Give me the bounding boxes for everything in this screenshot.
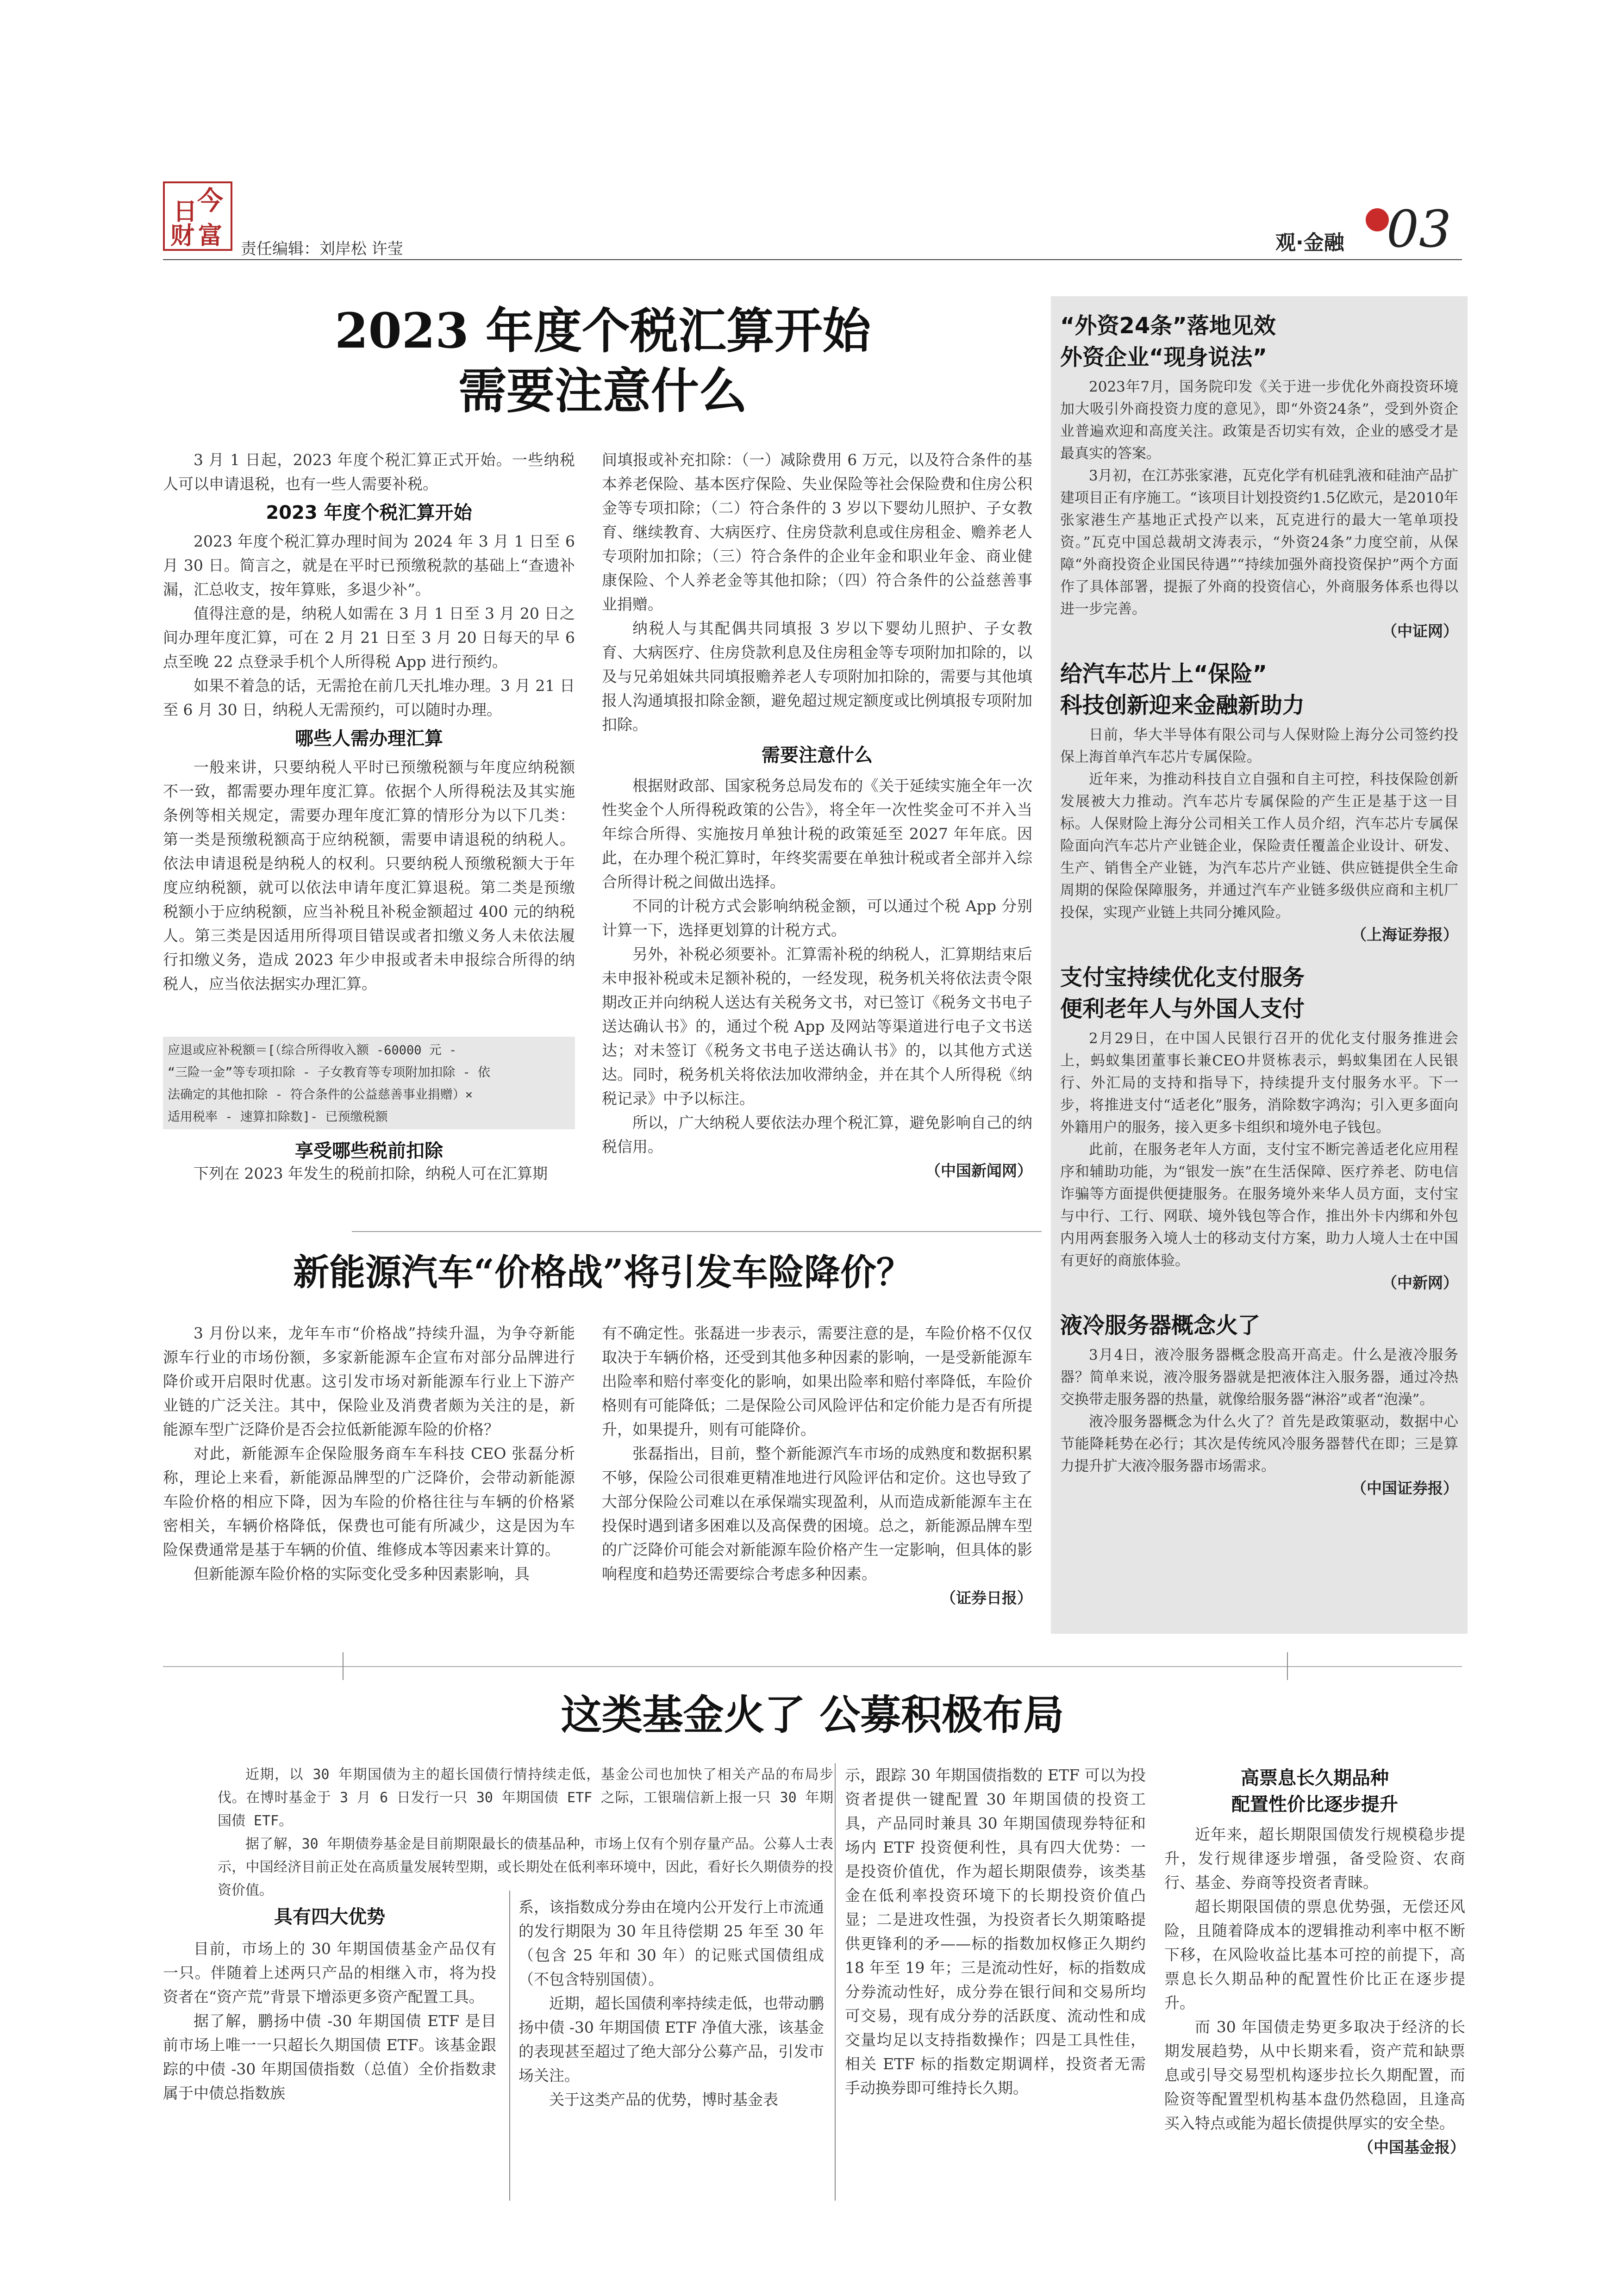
section-label: 观·金融: [1275, 231, 1344, 255]
subheading: 2023 年度个税汇算开始: [266, 502, 472, 523]
paragraph: 近年来，超长期限国债发行规模稳步提升，发行规律逐步增强，备受险资、农商行、基金、券商等投资者青睐。: [1164, 1825, 1465, 1892]
paragraph: 液冷服务器概念为什么火了？首先是政策驱动，数据中心节能降耗势在必行；其次是传统风冷服务器替代在即；三是算力提升扩大液冷服务器市场需求。: [1060, 1413, 1458, 1475]
paragraph: 而 30 年国债走势更多取决于经济的长期发展趋势，从中长期来看，资产荒和缺票息或引导交易型机构逐步拉长久期配置，而险资等配置型机构基本盘仍然稳固，且逢高买入特点或能为超长债提供厚实的安全垫。: [1164, 2018, 1465, 2132]
sidebar-headline: 支付宝持续优化支付服务: [1060, 964, 1305, 990]
divider: [352, 1231, 1042, 1232]
divider: [343, 1652, 344, 1680]
page-number: 03: [1387, 199, 1451, 259]
paragraph: 目前，市场上的 30 年期国债基金产品仅有一只。伴随着上述两只产品的相继入市，将为投资者在“资产荒”背景下增添更多资产配置工具。: [163, 1940, 496, 2006]
subheading: 配置性价比逐步提升: [1231, 1794, 1398, 1815]
source-credit: （中新网）: [1382, 1274, 1458, 1292]
subheading: 享受哪些税前扣除: [295, 1140, 443, 1162]
a1-col2: [602, 448, 1032, 1183]
paragraph: 值得注意的是，纳税人如需在 3 月 1 日至 3 月 20 日之间办理年度汇算，可在 2 月 21 日至 3 月 20 日每天的早 6 点至晚 22 点登录手机个人所得税 App 进行预约。: [163, 604, 575, 671]
editor-credit: 责任编辑：刘岸松 许莹: [241, 240, 403, 258]
paragraph: 3月初，在江苏张家港，瓦克化学有机硅乳液和硅油产品扩建项目正有序施工。“该项目计划投资约1.5亿欧元，是2010年张家港生产基地正式投产以来，瓦克进行的最大一笔单项投资。”瓦克中国总裁胡文涛表示，“外资24条”力度空前，从保障“外商投资企业国民待遇”“持续加强外商投资保护”两个方面作了具体部署，提振了外商的投资信心，外商服务体系也得以进一步完善。: [1060, 467, 1458, 617]
subheading: 需要注意什么: [762, 745, 873, 766]
sidebar-content: [1060, 310, 1458, 1500]
sidebar-headline: 便利老年人与外国人支付: [1060, 996, 1305, 1022]
divider: [835, 1763, 836, 2201]
paragraph: 另外，补税必须要补。汇算需补税的纳税人，汇算期结束后未申报补税或未足额补税的，一经发现，税务机关将依法责令限期改正并向纳税人送达有关税务文书，对已签订《税务文书电子送达确认书》的，通过个税 App 及网站等渠道进行电子文书送达；对未签订《税务文书电子送达确认书》的，以其他方式送达。同时，税务机关将依法加收滞纳金，并在其个人所得税《纳税记录》中予以标注。: [602, 945, 1032, 1108]
tax-formula-box: [163, 1037, 575, 1129]
source-credit: （上海证券报）: [1351, 926, 1458, 944]
header-rule: [163, 259, 1462, 260]
paragraph: 此前，在服务老年人方面，支付宝不断完善适老化应用程序和辅助功能，为“银发一族”在生活保障、医疗养老、防电信诈骗等方面提供便捷服务。在服务境外来华人员方面，支付宝与中行、工行、网联、境外钱包等合作，推出外卡内绑和外包内用两套服务入境人士的移动支付方案，助力人境人士在中国有更好的商旅体验。: [1060, 1141, 1458, 1269]
a2-col2: [602, 1321, 1032, 1610]
a1-col1-end: [163, 1162, 575, 1186]
a3-col1: [163, 1902, 496, 2105]
paragraph: 超长期限国债的票息优势强，无偿还风险，且随着降成本的逻辑推动利率中枢不断下移，在风险收益比基本可控的前提下，高票息长久期品种的配置性价比正在逐步提升。: [1164, 1898, 1465, 2012]
source-credit: （证券日报）: [941, 1589, 1032, 1607]
divider: [1287, 1652, 1288, 1680]
newspaper-logo: [163, 181, 232, 251]
formula-line: 法确定的其他扣除 - 符合条件的公益慈善事业捐赠）×: [168, 1088, 473, 1102]
source-credit: （中国新闻网）: [925, 1162, 1032, 1180]
logo-char: 财: [170, 222, 195, 250]
paragraph: 不同的计税方式会影响纳税金额，可以通过个税 App 分别计算一下，选择更划算的计税方式。: [602, 897, 1032, 939]
paragraph: 2023 年度个税汇算办理时间为 2024 年 3 月 1 日至 6 月 30 日。简言之，就是在平时已预缴税款的基础上“查遗补漏，汇总收支，按年算账，多退少补”。: [163, 532, 575, 598]
article3-title: 这类基金火了 公募积极布局: [561, 1691, 1064, 1739]
paragraph: 对此，新能源车企保险服务商车车科技 CEO 张磊分析称，理论上来看，新能源品牌型的广泛降价，会带动新能源车险价格的相应下降，因为车险的价格往往与车辆的价格紧密相关，车辆价格降低，保费也可能有所减少，这是因为车险保费通常是基于车辆的价值、维修成本等因素来计算的。: [163, 1444, 575, 1559]
subheading: 高票息长久期品种: [1241, 1767, 1389, 1789]
logo-char: 日: [173, 198, 198, 226]
paragraph: 间填报或补充扣除：（一）减除费用 6 万元，以及符合条件的基本养老保险、基本医疗保险、失业保险等社会保险费和住房公积金等专项扣除；（二）符合条件的 3 岁以下婴幼儿照护、子女教育、继续教育、大病医疗、住房贷款利息或住房租金、赡养老人专项附加扣除；（三）符合条件的企业年金和职业年金、商业健康保险、个人养老金等其他扣除；（四）符合条件的公益慈善事业捐赠。: [602, 451, 1032, 613]
paragraph: 近期，超长国债利率持续走低，也带动鹏扬中债 -30 年期国债 ETF 净值大涨，该基金的表现甚至超过了绝大部分公募产品，引发市场关注。: [518, 1994, 824, 2084]
paragraph: 据了解，鹏扬中债 -30 年期国债 ETF 是目前市场上唯一一只超长久期国债 ETF。该基金跟踪的中债 -30 年期国债指数（总值）全价指数隶属于中债总指数族: [163, 2012, 496, 2102]
paragraph: 2023年7月，国务院印发《关于进一步优化外商投资环境 加大吸引外商投资力度的意见》，即“外资24条”，受到外资企业普遍欢迎和高度关注。政策是否切实有效，企业的感受才是最真实的答案。: [1060, 379, 1458, 462]
paragraph: 近年来，为推动科技自立自强和自主可控，科技保险创新发展被大力推动。汽车芯片专属保险的产生正是基于这一目标。人保财险上海分公司相关工作人员介绍，汽车芯片专属保险面向汽车芯片产业链企业，保险责任覆盖企业设计、研发、生产、销售全产业链，为汽车芯片产业链、供应链提供全生命周期的保险保障服务，并通过汽车产业链多级供应商和主机厂投保，实现产业链上共同分摊风险。: [1060, 771, 1458, 921]
paragraph: 下列在 2023 年发生的税前扣除，纳税人可在汇算期: [194, 1164, 548, 1182]
source-credit: （中国证券报）: [1351, 1479, 1458, 1497]
a1-col1: [163, 448, 575, 996]
divider: [509, 1891, 510, 2201]
source-credit: （中证网）: [1382, 622, 1458, 640]
paragraph: 3月4日，液冷服务器概念股高开高走。什么是液冷服务器？简单来说，液冷服务器就是把液体注入服务器，通过冷热交换带走服务器的热量，就像给服务器“淋浴”或者“泡澡”。: [1060, 1347, 1458, 1408]
sidebar-headline: “外资24条”落地见效: [1060, 313, 1276, 339]
paragraph: 3 月 1 日起，2023 年度个税汇算正式开始。一些纳税人可以申请退税，也有一些人需要补税。: [163, 451, 575, 493]
section-mark-icon: [1366, 208, 1389, 231]
paragraph: 有不确定性。张磊进一步表示，需要注意的是，车险价格不仅仅取决于车辆价格，还受到其他多种因素的影响，一是受新能源车出险率和赔付率变化的影响，如果出险率和赔付率降低，车险价格则有可能降低；二是保险公司风险评估和定价能力是否有所提升，如果提升，则有可能降价。: [602, 1324, 1032, 1438]
paragraph: 关于这类产品的优势，博时基金表: [549, 2091, 778, 2109]
logo-char: 今: [197, 186, 223, 216]
paragraph: 日前，华大半导体有限公司与人保财险上海分公司签约投保上海首单汽车芯片专属保险。: [1060, 727, 1458, 765]
paragraph: 纳税人与其配偶共同填报 3 岁以下婴幼儿照护、子女教育、大病医疗、住房贷款利息及住房租金等专项附加扣除的，以及与兄弟姐妹共同填报赡养老人专项附加扣除的，需要与其他填报人沟通填报扣除金额，避免超过规定额度或比例填报专项附加扣除。: [602, 619, 1032, 734]
paragraph: 示，跟踪 30 年期国债指数的 ETF 可以为投资者提供一键配置 30 年期国债的投资工具，产品同时兼具 30 年期国债现券特征和场内 ETF 投资便利性，具有四大优势：一是投资价值优，作为超长期限债券，该类基金在低利率投资环境下的长期投资价值凸显；二是进攻性强，为投资者长久期策略提供更锋利的矛——标的指数加权修正久期约 18 年至 19 年；三是流动性好，标的指数成分券流动性好，成分券在银行间和交易所均可交易，现有成分券的活跃度、流动性和成交量均足以支持指数操作；四是工具性佳，相关 ETF 标的指数定期调样，投资者无需手动换券即可维持长久期。: [845, 1766, 1146, 2097]
paragraph: 一般来讲，只要纳税人平时已预缴税额与年度应纳税额不一致，都需要办理年度汇算。依据个人所得税法及其实施条例等相关规定，需要办理年度汇算的情形分为以下几类：第一类是预缴税额高于应纳税额，需要申请退税的纳税人。依法申请退税是纳税人的权利。只要纳税人预缴税额大于年度应纳税额，就可以依法申请年度汇算退税。第二类是预缴税额小于应纳税额，应当补税且补税金额超过 400 元的纳税人。第三类是因适用所得项目错误或者扣缴义务人未依法履行扣缴义务，造成 2023 年少申报或者未申报综合所得的纳税人，应当依法据实办理汇算。: [163, 758, 575, 993]
a2-col1: [163, 1321, 575, 1586]
paragraph: 所以，广大纳税人要依法办理个税汇算，避免影响自己的纳税信用。: [602, 1114, 1032, 1156]
sidebar-headline: 液冷服务器概念火了: [1060, 1313, 1261, 1338]
formula-line: 适用税率 - 速算扣除数]- 已预缴税额: [168, 1110, 388, 1124]
paragraph: 张磊指出，目前，整个新能源汽车市场的成熟度和数据积累不够，保险公司很难更精准地进行风险评估和定价。这也导致了大部分保险公司难以在承保端实现盈利，从而造成新能源车主在投保时遇到诸多困难以及高保费的困境。总之，新能源品牌车型的广泛降价可能会对新能源车险价格产生一定影响，但具体的影响程度和趋势还需要综合考虑多种因素。: [602, 1444, 1032, 1583]
formula-line: “三险一金”等专项扣除 - 子女教育等专项附加扣除 - 依: [168, 1065, 491, 1080]
sidebar-headline: 外资企业“现身说法”: [1060, 344, 1268, 370]
paragraph: 2月29日，在中国人民银行召开的优化支付服务推进会上，蚂蚁集团董事长兼CEO井贤栋表示，蚂蚁集团在人民银行、外汇局的支持和指导下，持续提升支付服务水平。下一步，将推进支付“适老化”服务，消除数字鸿沟；引入更多面向外籍用户的服务，接入更多卡组织和境外电子钱包。: [1060, 1030, 1458, 1136]
paragraph: 近期，以 30 年期国债为主的超长国债行情持续走低，基金公司也加快了相关产品的布局步伐。在博时基金于 3 月 6 日发行一只 30 年期国债 ETF 之际，工银瑞信新上报一只 30 年期国债 ETF。: [218, 1767, 833, 1829]
title-line: 需要注意什么: [458, 362, 747, 419]
paragraph: 但新能源车险价格的实际变化受多种因素影响，具: [194, 1565, 530, 1583]
source-credit: （中国基金报）: [1358, 2138, 1465, 2156]
paragraph: 3 月份以来，龙年车市“价格战”持续升温，为争夺新能源车行业的市场份额，多家新能源车企宣布对部分品牌进行降价或开启限时优惠。这引发市场对新能源车行业上下游产业链的广泛关注。其中，保险业及消费者颇为关注的是，新能源车型广泛降价是否会拉低新能源车险的价格？: [163, 1324, 575, 1438]
title-line: 2023 年度个税汇算开始: [335, 302, 871, 359]
article1-title: [163, 301, 1043, 421]
sidebar-headline: 科技创新迎来金融新助力: [1060, 692, 1305, 718]
logo-char: 富: [198, 222, 223, 250]
a3-col3: [845, 1763, 1146, 2100]
sidebar-headline: 给汽车芯片上“保险”: [1060, 661, 1268, 687]
a3-col4: [1164, 1763, 1465, 2159]
article2-title: 新能源汽车“价格战”将引发车险降价？: [293, 1251, 912, 1294]
divider: [163, 1666, 1462, 1667]
paragraph: 如果不着急的话，无需抢在前几天扎堆办理。3 月 21 日至 6 月 30 日，纳税人无需预约，可以随时办理。: [163, 677, 575, 719]
paragraph: 根据财政部、国家税务总局发布的《关于延续实施全年一次性奖金个人所得税政策的公告》，将全年一次性奖金可不并入当年综合所得、实施按月单独计税的政策延至 2027 年年底。因此，在办理个税汇算时，年终奖需要在单独计税或者全部并入综合所得计税之间做出选择。: [602, 777, 1032, 891]
paragraph: 据了解，30 年期债券基金是目前期限最长的债基品种，市场上仅有个别存量产品。公募人士表示，中国经济目前正处在高质量发展转型期，或长期处在低利率环境中，因此，看好长久期债券的投资价值。: [218, 1836, 833, 1898]
paragraph: 系，该指数成分券由在境内公开发行上市流通的发行期限为 30 年且待偿期 25 年至 30 年（包含 25 年和 30 年）的记账式国债组成（不包含特别国债）。: [518, 1898, 824, 1988]
formula-line: 应退或应补税额＝[（综合所得收入额 -60000 元 -: [168, 1043, 457, 1058]
a3-col2: [518, 1895, 824, 2112]
subheading: 具有四大优势: [274, 1906, 385, 1928]
a3-lead: [218, 1763, 833, 1902]
subheading: 哪些人需办理汇算: [295, 728, 443, 749]
